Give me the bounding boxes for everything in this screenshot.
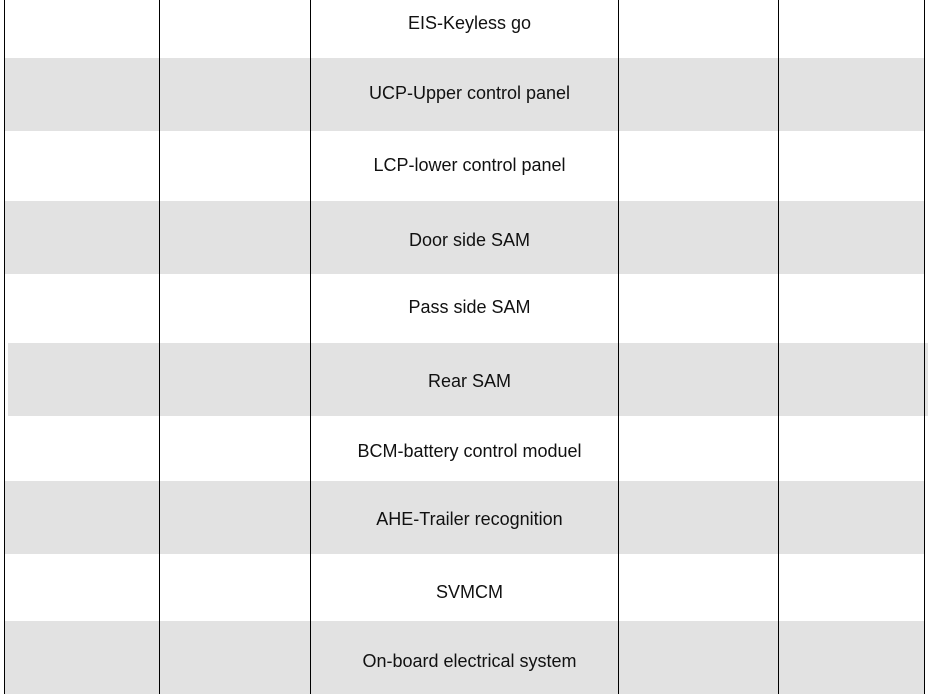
- module-name: On-board electrical system: [362, 651, 577, 671]
- table-row: [5, 201, 925, 274]
- table-row: [5, 274, 925, 343]
- table-row: [8, 343, 928, 416]
- module-name: BCM-battery control moduel: [357, 441, 582, 461]
- table-row: [5, 481, 925, 554]
- column-divider: [618, 0, 619, 694]
- table-row: [5, 0, 925, 58]
- column-divider: [310, 0, 311, 694]
- table-row: [5, 131, 925, 201]
- module-name: SVMCM: [436, 582, 503, 602]
- table-row: [5, 621, 925, 694]
- column-divider: [778, 0, 779, 694]
- column-divider: [924, 0, 925, 694]
- table-row: [5, 554, 925, 621]
- table-row: [5, 416, 925, 481]
- module-name: AHE-Trailer recognition: [376, 509, 563, 529]
- table-row: [5, 58, 925, 131]
- column-divider: [4, 0, 5, 694]
- module-name: Pass side SAM: [408, 297, 531, 317]
- module-name: Door side SAM: [408, 230, 531, 250]
- module-name: Rear SAM: [427, 371, 512, 391]
- column-divider: [159, 0, 160, 694]
- module-name: LCP-lower control panel: [373, 155, 566, 175]
- module-name: EIS-Keyless go: [407, 13, 532, 33]
- module-name: UCP-Upper control panel: [368, 83, 571, 103]
